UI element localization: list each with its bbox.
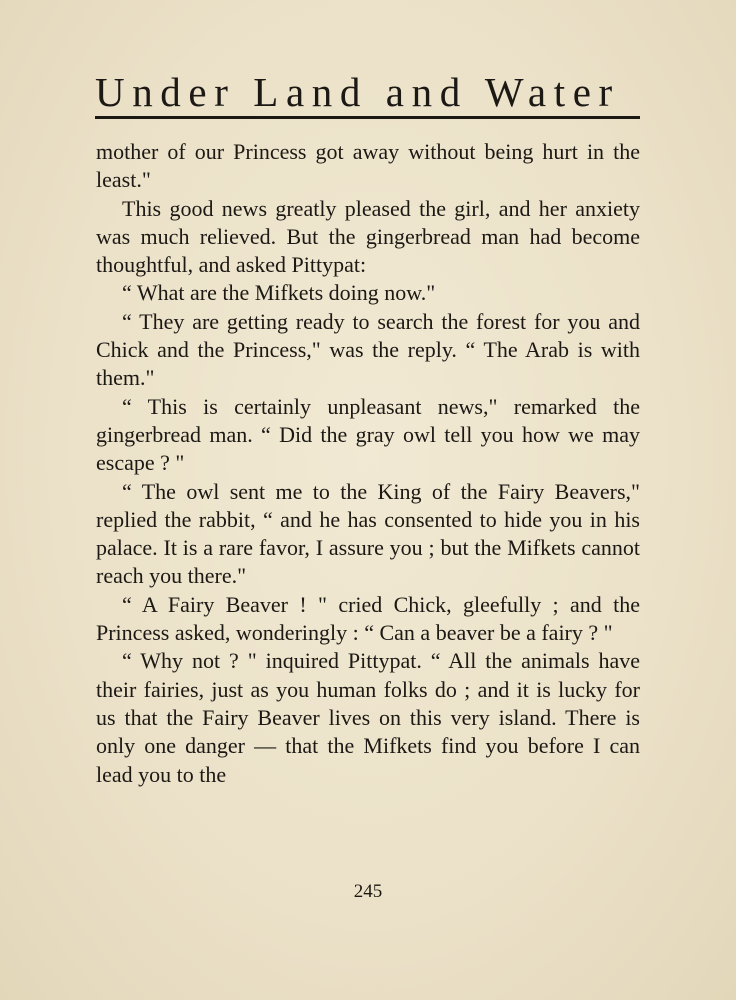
paragraph: mother of our Princess got away without being hurt in the least."	[96, 139, 640, 193]
paragraph: “ The owl sent me to the King of the Fairy Beavers," replied the rabbit, “ and he has consented to hide you in his palace. It is a rare favor, I assure you ; but the Mifkets cannot reach you there."	[96, 478, 640, 589]
paragraph: “ What are the Mifkets doing now."	[122, 280, 436, 306]
header-rule	[95, 116, 640, 119]
body-text	[96, 138, 640, 789]
paragraph: “ This is certainly unpleasant news," remarked the gingerbread man. “ Did the gray owl tell you how we may escape ? "	[96, 393, 640, 476]
page-number: 245	[353, 881, 383, 902]
paragraph: This good news greatly pleased the girl, and her anxiety was much relieved. But the gingerbread man had become thoughtful, and asked Pittypat:	[96, 195, 640, 278]
paragraph: “ Why not ? " inquired Pittypat. “ All the animals have their fairies, just as you human folks do ; and it is lucky for us that the Fairy Beaver lives on this very island. There is only one danger — that the Mifkets find you before I can lead you to the	[96, 648, 640, 787]
running-head: Under Land and Water	[95, 69, 620, 115]
paragraph: “ A Fairy Beaver ! " cried Chick, gleefully ; and the Princess asked, wonderingly : “ Can a beaver be a fairy ? "	[96, 591, 640, 646]
paragraph: “ They are getting ready to search the forest for you and Chick and the Princess," was the reply. “ The Arab is with them."	[96, 308, 640, 391]
